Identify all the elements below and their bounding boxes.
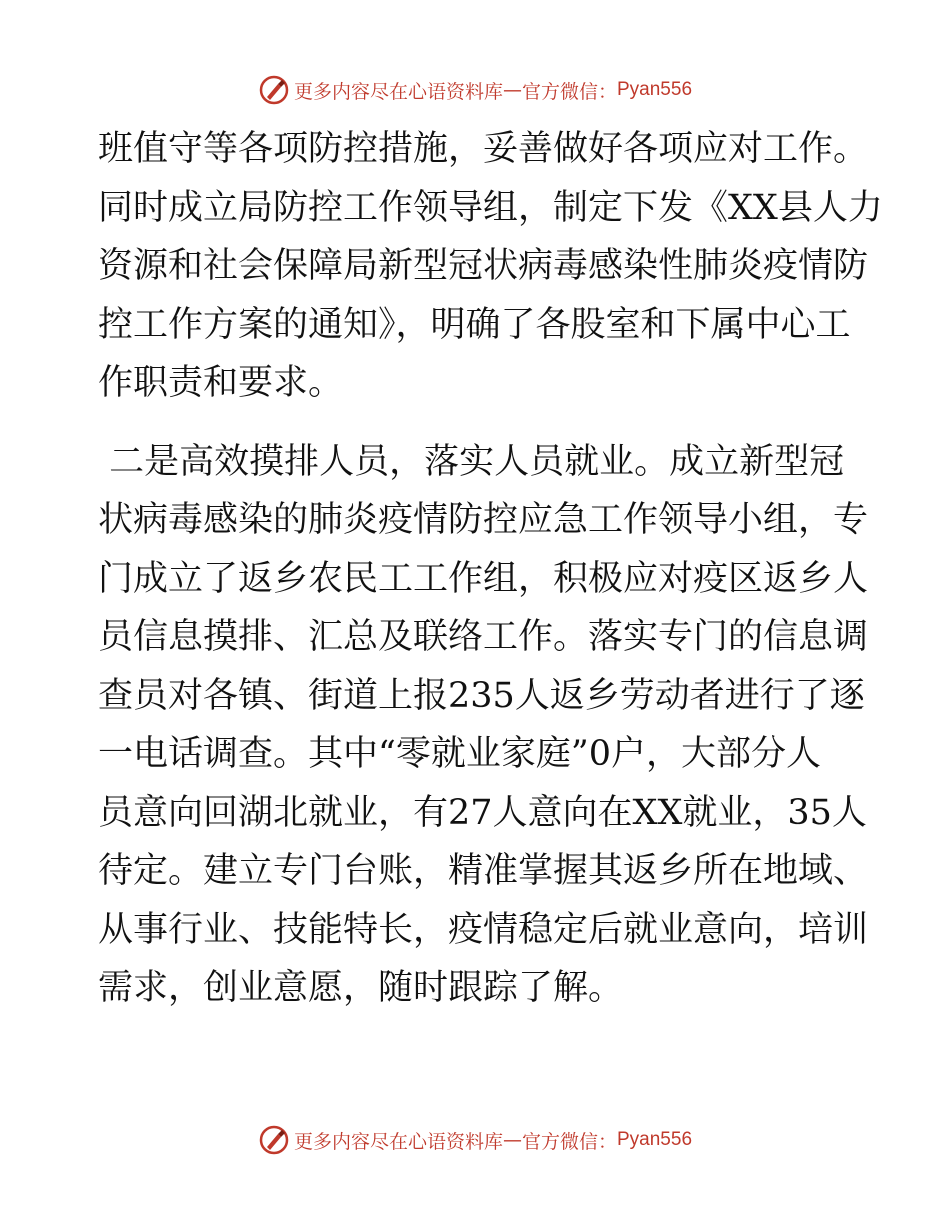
text-line: 二是高效摸排人员，落实人员就业。成立新型冠	[98, 441, 845, 482]
text-line: 状病毒感染的肺炎疫情防控应急工作领导小组，专	[98, 500, 869, 540]
banner-contact: 官方微信：	[521, 1130, 617, 1153]
text-line: 作职责和要求。	[98, 363, 344, 403]
pen-logo-icon	[258, 74, 290, 106]
text-line: 员意向回湖北就业，有27人意向在XX就业，35人	[98, 792, 867, 833]
document-body	[98, 120, 883, 1018]
paragraph-2	[98, 433, 869, 1018]
banner-handle: Pyan556	[617, 79, 693, 100]
banner-text: 更多内容尽在心语资料库	[293, 1130, 503, 1153]
text-line: 资源和社会保障局新型冠状病毒感染性肺炎疫情防	[98, 246, 869, 286]
pen-logo-icon	[258, 1124, 290, 1156]
text-line: 从事行业、技能特长，疫情稳定后就业意向，培训	[98, 909, 869, 950]
banner-separator: —	[502, 79, 522, 101]
text-line: 需求，创业意愿，随时跟踪了解。	[98, 968, 624, 1008]
banner-text: 更多内容尽在心语资料库	[293, 80, 503, 103]
text-line: 门成立了返乡农民工工作组，积极应对疫区返乡人	[98, 558, 869, 599]
banner-handle: Pyan556	[617, 1129, 693, 1150]
text-line: 员信息摸排、汇总及联络工作。落实专门的信息调	[98, 617, 869, 657]
text-line: 一电话调查。其中“零就业家庭”0户，大部分人	[98, 734, 822, 774]
banner-separator: —	[502, 1129, 522, 1151]
text-line: 班值守等各项防控措施，妥善做好各项应对工作。	[98, 129, 869, 169]
banner-contact: 官方微信：	[521, 80, 617, 103]
text-line: 控工作方案的通知》，明确了各股室和下属中心工	[98, 304, 851, 345]
text-line: 查员对各镇、街道上报235人返乡劳动者进行了逐	[98, 675, 865, 716]
paragraph-1	[98, 120, 883, 413]
watermark-banner-top	[0, 70, 950, 110]
text-line: 待定。建立专门台账，精准掌握其返乡所在地域、	[98, 851, 869, 891]
watermark-banner-bottom	[0, 1120, 950, 1160]
text-line: 同时成立局防控工作领导组，制定下发《XX县人力	[98, 187, 883, 228]
